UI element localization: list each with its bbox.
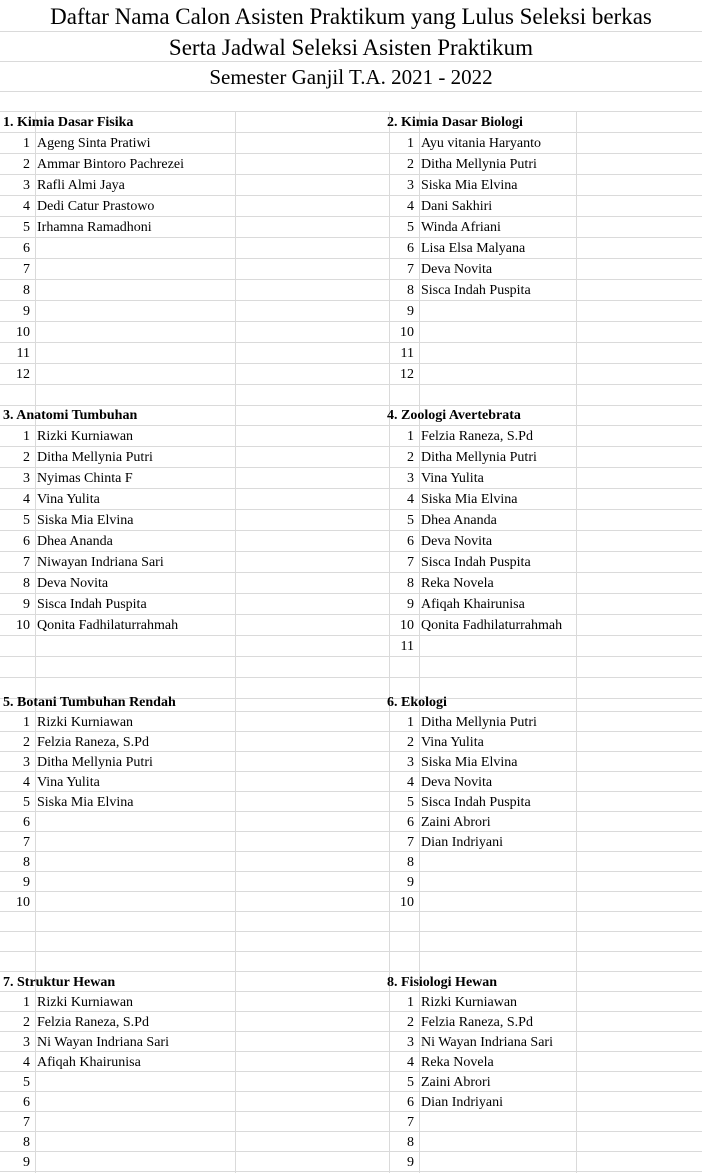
grid-row-line xyxy=(0,384,702,385)
row-number: 4 xyxy=(407,1055,414,1070)
row-number: 1 xyxy=(23,429,30,444)
row-number: 10 xyxy=(400,618,414,633)
row-number: 9 xyxy=(23,875,30,890)
participant-name: Siska Mia Elvina xyxy=(421,755,518,770)
participant-name: Dhea Ananda xyxy=(37,534,113,549)
participant-name: Vina Yulita xyxy=(37,775,100,790)
participant-name: Dedi Catur Prastowo xyxy=(37,199,155,214)
participant-name: Siska Mia Elvina xyxy=(421,178,518,193)
grid-row-line xyxy=(0,258,702,259)
grid-row-line xyxy=(0,831,702,832)
row-number: 1 xyxy=(407,429,414,444)
participant-name: Ditha Mellynia Putri xyxy=(421,715,537,730)
row-number: 8 xyxy=(407,855,414,870)
row-number: 8 xyxy=(407,1135,414,1150)
participant-name: Vina Yulita xyxy=(421,735,484,750)
sheet-title-line-1: Daftar Nama Calon Asisten Praktikum yang Lulus Seleksi berkas xyxy=(50,4,652,29)
grid-row-line xyxy=(0,300,702,301)
grid-row-line xyxy=(0,971,702,972)
grid-row-line xyxy=(0,31,702,32)
participant-name: Rizki Kurniawan xyxy=(37,995,134,1010)
participant-name: Felzia Raneza, S.Pd xyxy=(37,1015,149,1030)
row-number: 4 xyxy=(23,199,30,214)
row-number: 2 xyxy=(23,1015,30,1030)
section-title: 4. Zoologi Avertebrata xyxy=(387,408,521,423)
row-number: 5 xyxy=(23,795,30,810)
participant-name: Vina Yulita xyxy=(421,471,484,486)
participant-name: Nyimas Chinta F xyxy=(37,471,133,486)
grid-column-line xyxy=(35,112,36,1173)
row-number: 2 xyxy=(407,450,414,465)
row-number: 3 xyxy=(23,178,30,193)
grid-row-line xyxy=(0,656,702,657)
row-number: 2 xyxy=(23,157,30,172)
participant-name: Ammar Bintoro Pachrezei xyxy=(37,157,184,172)
row-number: 2 xyxy=(23,735,30,750)
row-number: 6 xyxy=(23,1095,30,1110)
participant-name: Irhamna Ramadhoni xyxy=(37,220,152,235)
row-number: 7 xyxy=(23,262,30,277)
row-number: 5 xyxy=(407,513,414,528)
grid-row-line xyxy=(0,891,702,892)
row-number: 1 xyxy=(407,136,414,151)
participant-name: Lisa Elsa Malyana xyxy=(421,241,526,256)
row-number: 5 xyxy=(407,795,414,810)
grid-column-line xyxy=(576,112,577,1173)
grid-row-line xyxy=(0,1111,702,1112)
participant-name: Vina Yulita xyxy=(37,492,100,507)
participant-name: Afiqah Khairunisa xyxy=(37,1055,141,1070)
row-number: 3 xyxy=(407,755,414,770)
row-number: 7 xyxy=(23,1115,30,1130)
row-number: 4 xyxy=(23,775,30,790)
row-number: 1 xyxy=(407,715,414,730)
row-number: 11 xyxy=(400,639,414,654)
participant-name: Reka Novela xyxy=(421,576,494,591)
participant-name: Sisca Indah Puspita xyxy=(421,795,531,810)
participant-name: Siska Mia Elvina xyxy=(37,795,134,810)
row-number: 5 xyxy=(407,220,414,235)
participant-name: Deva Novita xyxy=(421,775,493,790)
row-number: 6 xyxy=(407,241,414,256)
row-number: 4 xyxy=(407,775,414,790)
section-title: 6. Ekologi xyxy=(387,695,447,710)
row-number: 9 xyxy=(407,597,414,612)
participant-name: Rafli Almi Jaya xyxy=(37,178,125,193)
row-number: 1 xyxy=(407,995,414,1010)
section-title: 7. Struktur Hewan xyxy=(3,975,116,990)
row-number: 10 xyxy=(16,618,30,633)
row-number: 4 xyxy=(23,1055,30,1070)
row-number: 8 xyxy=(23,1135,30,1150)
row-number: 12 xyxy=(400,367,414,382)
row-number: 2 xyxy=(407,1015,414,1030)
section-title: 5. Botani Tumbuhan Rendah xyxy=(3,695,176,710)
section-title: 2. Kimia Dasar Biologi xyxy=(387,115,523,130)
participant-name: Felzia Raneza, S.Pd xyxy=(37,735,149,750)
row-number: 4 xyxy=(407,199,414,214)
participant-name: Qonita Fadhilaturrahmah xyxy=(37,618,179,633)
grid-row-line xyxy=(0,321,702,322)
participant-name: Dhea Ananda xyxy=(421,513,497,528)
row-number: 4 xyxy=(407,492,414,507)
row-number: 10 xyxy=(400,325,414,340)
participant-name: Dian Indriyani xyxy=(421,1095,504,1110)
grid-column-line xyxy=(235,112,236,1173)
row-number: 11 xyxy=(400,346,414,361)
row-number: 5 xyxy=(23,220,30,235)
participant-name: Ageng Sinta Pratiwi xyxy=(37,136,151,151)
row-number: 5 xyxy=(407,1075,414,1090)
grid-row-line xyxy=(0,1171,702,1172)
row-number: 1 xyxy=(23,136,30,151)
participant-name: Qonita Fadhilaturrahmah xyxy=(421,618,563,633)
participant-name: Sisca Indah Puspita xyxy=(421,555,531,570)
grid-row-line xyxy=(0,91,702,92)
row-number: 10 xyxy=(16,325,30,340)
row-number: 11 xyxy=(16,346,30,361)
grid-row-line xyxy=(0,509,702,510)
row-number: 6 xyxy=(407,534,414,549)
grid-row-line xyxy=(0,951,702,952)
row-number: 6 xyxy=(407,1095,414,1110)
grid-row-line xyxy=(0,279,702,280)
row-number: 7 xyxy=(407,555,414,570)
participant-name: Ni Wayan Indriana Sari xyxy=(421,1035,553,1050)
participant-name: Siska Mia Elvina xyxy=(37,513,134,528)
participant-name: Siska Mia Elvina xyxy=(421,492,518,507)
section-title: 8. Fisiologi Hewan xyxy=(387,975,498,990)
row-number: 6 xyxy=(23,815,30,830)
participant-name: Ditha Mellynia Putri xyxy=(37,755,153,770)
participant-name: Ditha Mellynia Putri xyxy=(421,157,537,172)
grid-row-line xyxy=(0,871,702,872)
participant-name: Reka Novela xyxy=(421,1055,494,1070)
row-number: 9 xyxy=(23,1155,30,1170)
grid-row-line xyxy=(0,677,702,678)
participant-name: Deva Novita xyxy=(37,576,109,591)
participant-name: Sisca Indah Puspita xyxy=(37,597,147,612)
participant-name: Afiqah Khairunisa xyxy=(421,597,525,612)
participant-name: Rizki Kurniawan xyxy=(37,429,134,444)
row-number: 9 xyxy=(407,875,414,890)
participant-name: Felzia Raneza, S.Pd xyxy=(421,429,533,444)
row-number: 4 xyxy=(23,492,30,507)
row-number: 3 xyxy=(407,178,414,193)
row-number: 5 xyxy=(23,1075,30,1090)
participant-name: Rizki Kurniawan xyxy=(37,715,134,730)
row-number: 1 xyxy=(23,995,30,1010)
row-number: 9 xyxy=(23,304,30,319)
grid-row-line xyxy=(0,931,702,932)
participant-name: Dian Indriyani xyxy=(421,835,504,850)
row-number: 2 xyxy=(23,450,30,465)
sheet-title-line-3: Semester Ganjil T.A. 2021 - 2022 xyxy=(209,65,493,89)
row-number: 8 xyxy=(23,576,30,591)
row-number: 7 xyxy=(407,1115,414,1130)
row-number: 12 xyxy=(16,367,30,382)
participant-name: Zaini Abrori xyxy=(421,1075,491,1090)
row-number: 5 xyxy=(23,513,30,528)
row-number: 3 xyxy=(23,471,30,486)
row-number: 3 xyxy=(23,755,30,770)
row-number: 3 xyxy=(23,1035,30,1050)
row-number: 2 xyxy=(407,157,414,172)
participant-name: Rizki Kurniawan xyxy=(421,995,518,1010)
section-title: 1. Kimia Dasar Fisika xyxy=(3,115,134,130)
participant-name: Sisca Indah Puspita xyxy=(421,283,531,298)
row-number: 8 xyxy=(23,283,30,298)
participant-name: Dani Sakhiri xyxy=(421,199,493,214)
sheet-title-line-2: Serta Jadwal Seleksi Asisten Praktikum xyxy=(168,35,534,60)
participant-name: Ayu vitania Haryanto xyxy=(421,136,542,151)
grid-row-line xyxy=(0,791,702,792)
row-number: 7 xyxy=(23,835,30,850)
participant-name: Winda Afriani xyxy=(421,220,501,235)
participant-name: Deva Novita xyxy=(421,262,493,277)
grid-row-line xyxy=(0,851,702,852)
row-number: 8 xyxy=(407,283,414,298)
grid-column-line xyxy=(419,112,420,1173)
row-number: 10 xyxy=(400,895,414,910)
row-number: 7 xyxy=(407,262,414,277)
section-title: 3. Anatomi Tumbuhan xyxy=(3,408,138,423)
row-number: 1 xyxy=(23,715,30,730)
participant-name: Deva Novita xyxy=(421,534,493,549)
grid-row-line xyxy=(0,1131,702,1132)
row-number: 3 xyxy=(407,1035,414,1050)
grid-row-line xyxy=(0,61,702,62)
grid-row-line xyxy=(0,363,702,364)
row-number: 6 xyxy=(407,815,414,830)
row-number: 9 xyxy=(407,1155,414,1170)
row-number: 8 xyxy=(23,855,30,870)
row-number: 9 xyxy=(23,597,30,612)
row-number: 6 xyxy=(23,241,30,256)
participant-name: Ditha Mellynia Putri xyxy=(37,450,153,465)
participant-name: Felzia Raneza, S.Pd xyxy=(421,1015,533,1030)
row-number: 7 xyxy=(23,555,30,570)
participant-name: Ni Wayan Indriana Sari xyxy=(37,1035,169,1050)
participant-name: Ditha Mellynia Putri xyxy=(421,450,537,465)
row-number: 8 xyxy=(407,576,414,591)
grid-row-line xyxy=(0,111,702,112)
row-number: 7 xyxy=(407,835,414,850)
grid-row-line xyxy=(0,911,702,912)
row-number: 10 xyxy=(16,895,30,910)
participant-name: Zaini Abrori xyxy=(421,815,491,830)
participant-name: Niwayan Indriana Sari xyxy=(37,555,164,570)
row-number: 6 xyxy=(23,534,30,549)
grid-row-line xyxy=(0,342,702,343)
grid-row-line xyxy=(0,1151,702,1152)
grid-row-line xyxy=(0,1091,702,1092)
row-number: 9 xyxy=(407,304,414,319)
row-number: 2 xyxy=(407,735,414,750)
row-number: 3 xyxy=(407,471,414,486)
